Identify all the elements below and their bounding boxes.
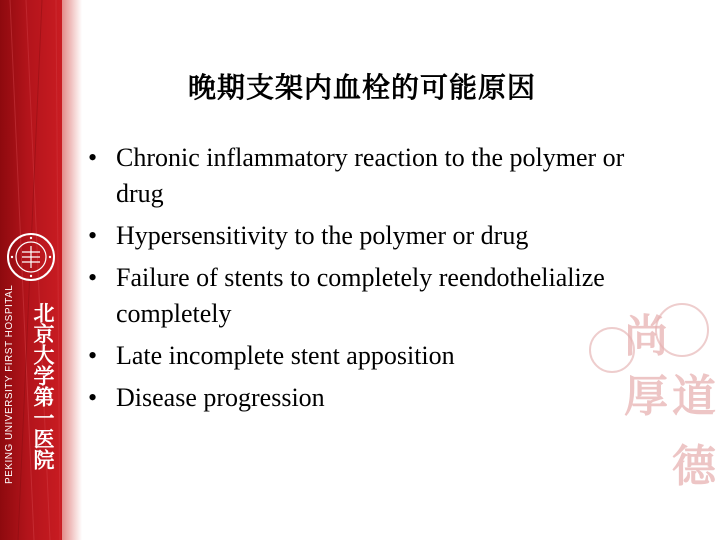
bullet-text: Late incomplete stent apposition	[116, 341, 455, 370]
bullet-list	[88, 140, 668, 422]
slide-title: 晚期支架内血栓的可能原因	[187, 71, 536, 104]
bullet-text: Disease progression	[116, 383, 325, 412]
bullet-item	[88, 140, 668, 212]
watermark-char: 尚	[624, 311, 668, 362]
bullet-dot-icon: •	[88, 221, 98, 250]
sidebar-fade	[62, 0, 82, 540]
bullet-dot-icon: •	[88, 263, 98, 292]
hospital-english-name: PEKING UNIVERSITY FIRST HOSPITAL	[4, 284, 15, 484]
hospital-chinese-name: 北京大学第一医院	[31, 302, 55, 470]
bullet-item	[88, 218, 668, 254]
watermark-char: 德	[672, 441, 716, 492]
bullet-text: Chronic inflammatory reaction to the polymer or drug	[116, 143, 625, 208]
bullet-item	[88, 338, 668, 374]
bullet-dot-icon: •	[88, 383, 98, 412]
university-emblem-icon	[6, 232, 56, 282]
bullet-item	[88, 380, 668, 416]
bullet-dot-icon: •	[88, 143, 98, 172]
bullet-text: Hypersensitivity to the polymer or drug	[116, 221, 529, 250]
bullet-dot-icon: •	[88, 341, 98, 370]
bullet-item	[88, 260, 668, 332]
watermark-char: 道	[672, 371, 716, 422]
bullet-text: Failure of stents to completely reendothelialize completely	[116, 263, 605, 328]
watermark-char: 厚	[624, 371, 668, 422]
